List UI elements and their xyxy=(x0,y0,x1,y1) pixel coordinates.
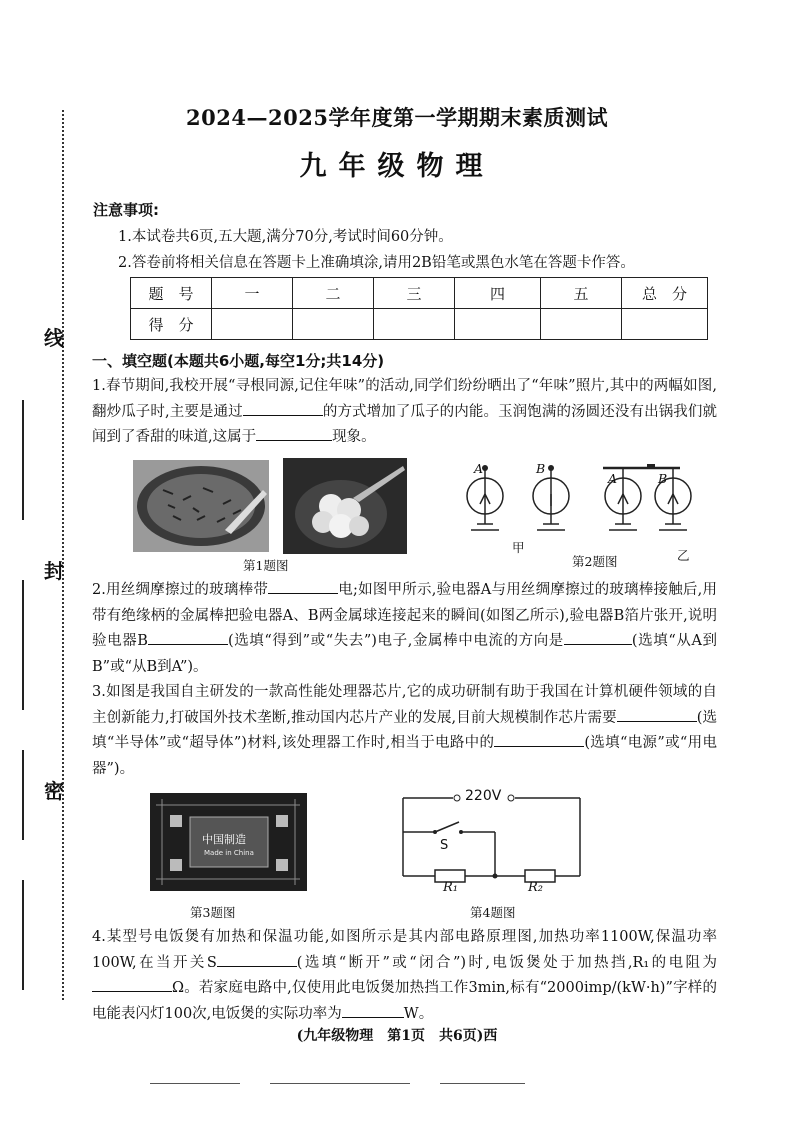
binding-char-xian: 线 xyxy=(44,326,64,350)
score-header-cell: 一 xyxy=(212,278,293,309)
score-table-header-row xyxy=(131,278,708,309)
answer-blank[interactable] xyxy=(564,630,632,645)
resistor-r1-label: R₁ xyxy=(443,880,458,895)
fried-seeds-photo xyxy=(133,460,269,552)
question-4: 4.某型号电饭煲有加热和保温功能,如图所示是其内部电路原理图,加热功率1100W,保温功率100W,在当开关S (选填“断开”或“闭合”)时,电饭煲处于加热挡,R₁的电阻为Ω。若家庭电路中,仅使用此电饭煲加热挡工作3min,标有“2000imp/(kW·h)”字样的电能表闪灯100次,电饭煲的实际功率为 W。 xyxy=(92,929,717,1022)
score-row-label: 得 分 xyxy=(131,309,212,340)
answer-blank[interactable] xyxy=(243,401,323,416)
answer-blank[interactable] xyxy=(342,1003,404,1018)
answer-blank[interactable] xyxy=(92,977,172,992)
answer-blank[interactable] xyxy=(217,952,297,967)
bottom-rule xyxy=(440,1083,525,1084)
binding-write-line xyxy=(22,880,24,990)
exam-title: 2024—2025学年度第一学期期末素质测试 xyxy=(186,105,608,130)
answer-blank[interactable] xyxy=(617,707,697,722)
score-header-cell: 题 号 xyxy=(131,278,212,309)
notice-item: 1.本试卷共6页,五大题,满分70分,考试时间60分钟。 xyxy=(118,229,453,245)
label-jia: 甲 xyxy=(512,540,525,555)
score-cell[interactable] xyxy=(455,309,541,340)
label-b: B xyxy=(536,461,546,476)
chip-label-cn: 中国制造 xyxy=(202,833,246,846)
score-header-cell: 五 xyxy=(541,278,622,309)
answer-blank[interactable] xyxy=(148,630,228,645)
binding-write-line xyxy=(22,400,24,520)
chip-label-en: Made in China xyxy=(204,849,254,857)
binding-char-feng: 封 xyxy=(44,559,64,583)
bottom-rule xyxy=(270,1083,410,1084)
score-header-cell: 二 xyxy=(293,278,374,309)
label-a: A xyxy=(474,461,484,476)
score-header-cell: 总 分 xyxy=(622,278,708,309)
figure-caption: 第2题图 xyxy=(572,554,618,569)
rice-cooker-circuit xyxy=(395,788,590,896)
score-table xyxy=(130,277,708,340)
voltage-label: 220V xyxy=(465,788,502,804)
score-cell[interactable] xyxy=(293,309,374,340)
binding-write-line xyxy=(22,750,24,840)
subject-title: 九年级物理 xyxy=(299,151,495,182)
label-b: B xyxy=(658,471,668,486)
switch-label: S xyxy=(440,838,449,853)
score-cell[interactable] xyxy=(212,309,293,340)
resistor-r2-label: R₂ xyxy=(528,880,543,895)
answer-blank[interactable] xyxy=(256,426,332,441)
score-cell[interactable] xyxy=(622,309,708,340)
score-cell[interactable] xyxy=(374,309,455,340)
answer-blank[interactable] xyxy=(268,579,338,594)
score-cell[interactable] xyxy=(541,309,622,340)
question-3: 3.如图是我国自主研发的一款高性能处理器芯片,它的成功研制有助于我国在计算机硬件领域的自主创新能力,打破国外技术垄断,推动国内芯片产业的发展,目前大规模制作芯片需要 (选填“半导体”或“超导体”)材料,该处理器工作时,相当于电路中的 (选填“电源”或“用电器”)。 xyxy=(92,684,717,777)
answer-blank[interactable] xyxy=(494,732,584,747)
chip-photo xyxy=(150,793,307,891)
question-1: 1.春节期间,我校开展“寻根同源,记住年味”的活动,同学们纷纷晒出了“年味”照片,其中的两幅如图,翻炒瓜子时,主要是通过 的方式增加了瓜子的内能。玉润饱满的汤圆还没有出锅我们就闻到了香甜的味道,这属于 现象。 xyxy=(92,378,717,445)
figure-caption: 第4题图 xyxy=(470,905,516,920)
score-header-cell: 四 xyxy=(455,278,541,309)
label-yi: 乙 xyxy=(677,548,690,563)
label-a: A xyxy=(608,471,618,486)
bottom-rule xyxy=(150,1083,240,1084)
figure-caption: 第1题图 xyxy=(243,558,289,573)
binding-write-line xyxy=(22,580,24,710)
binding-char-mi: 密 xyxy=(44,779,64,803)
notice-heading: 注意事项: xyxy=(93,201,159,219)
page-footer: (九年级物理 第1页 共6页)西 xyxy=(296,1028,498,1044)
question-2: 2.用丝绸摩擦过的玻璃棒带 电;如图甲所示,验电器A与用丝绸摩擦过的玻璃棒接触后,用带有绝缘柄的金属棒把验电器A、B两金属球连接起来的瞬间(如图乙所示),验电器B箔片张开,说明验电器B (选填“得到”或“失去”)电子,金属棒中电流的方向是 (选填“从A到B”或“从B到A”)。 xyxy=(92,578,717,680)
notice-item: 2.答卷前将相关信息在答题卡上准确填涂,请用2B铅笔或黑色水笔在答题卡作答。 xyxy=(118,255,635,271)
tangyuan-photo xyxy=(283,458,407,554)
score-table-score-row xyxy=(131,309,708,340)
figure-caption: 第3题图 xyxy=(190,905,236,920)
section-title: 一、填空题(本题共6小题,每空1分;共14分) xyxy=(92,352,385,370)
score-header-cell: 三 xyxy=(374,278,455,309)
